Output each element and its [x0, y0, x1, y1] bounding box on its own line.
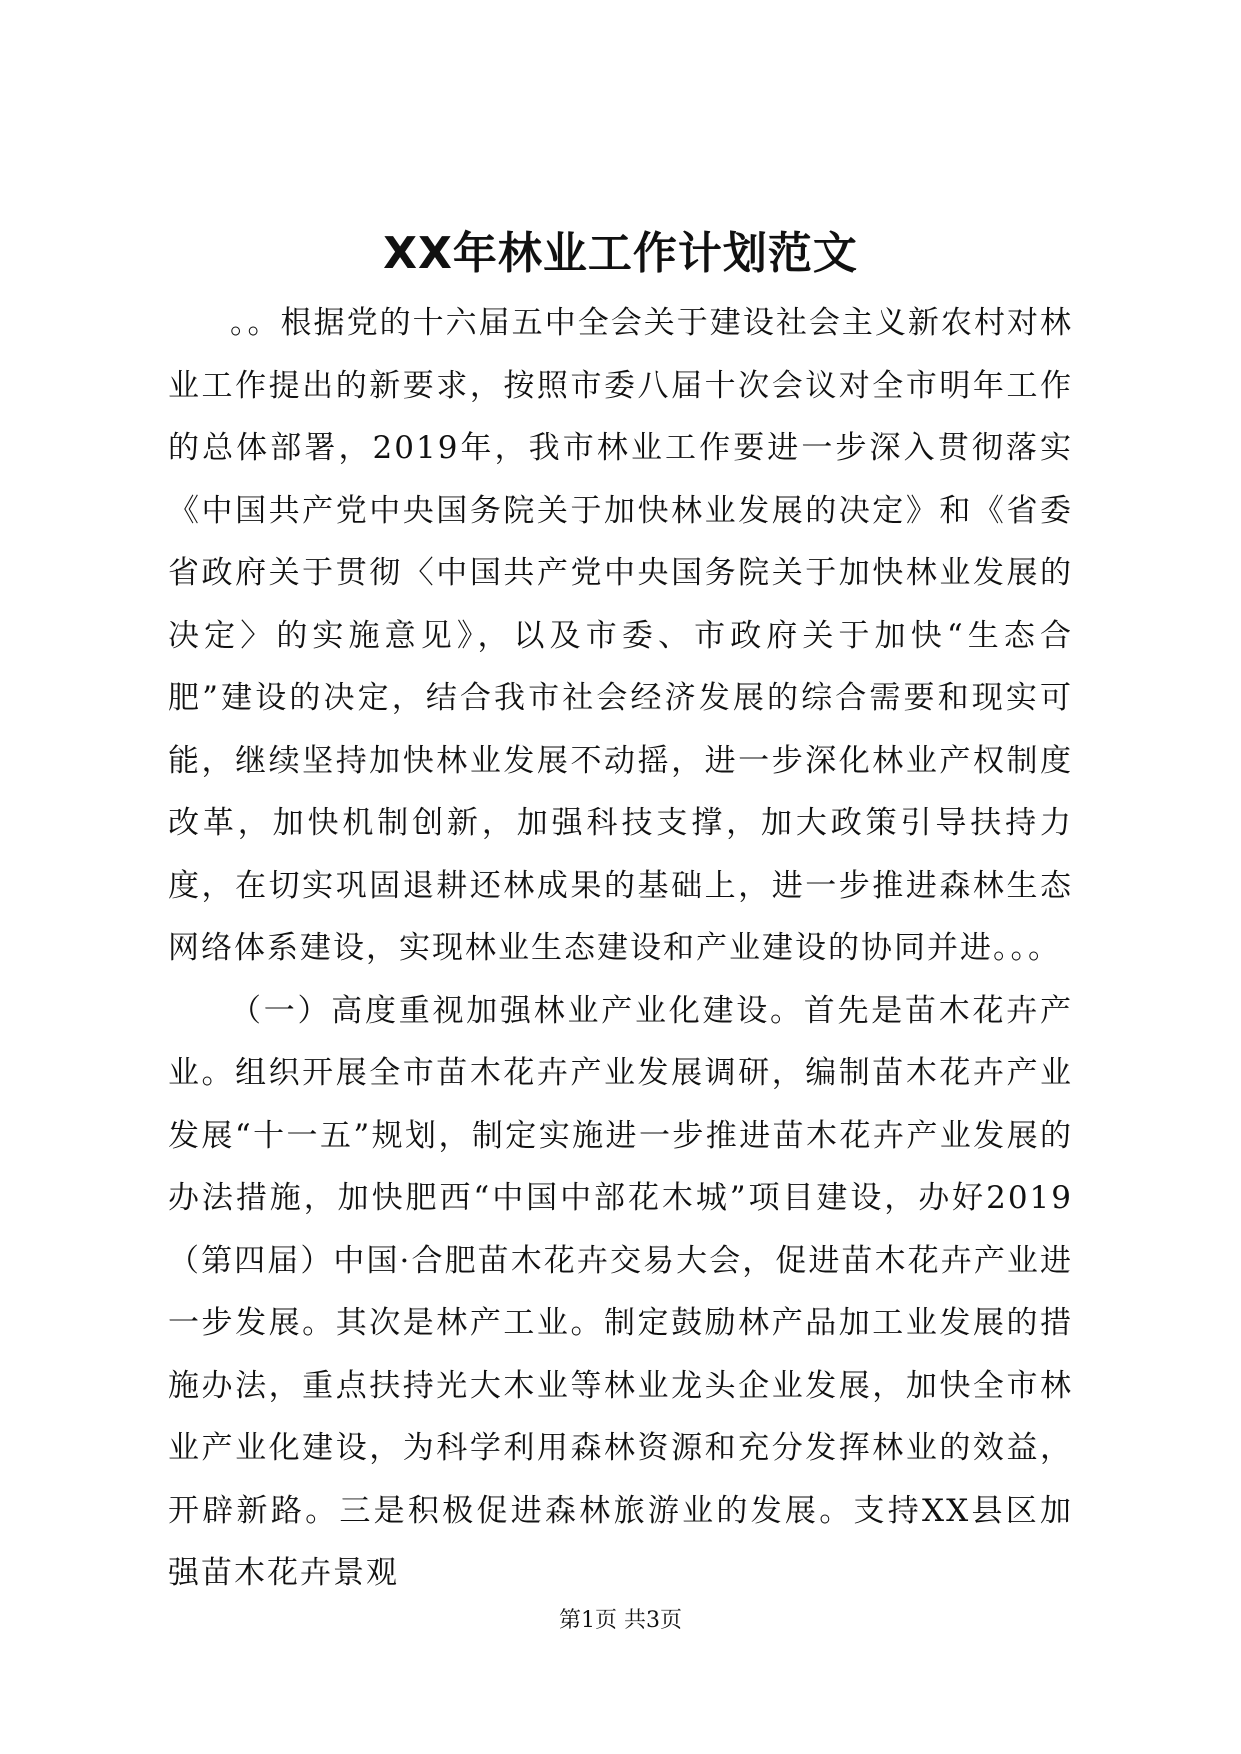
- page-number-footer: 第1页 共3页: [559, 1608, 682, 1633]
- document-body: [168, 292, 1073, 1605]
- document-title: XX年林业工作计划范文: [383, 228, 858, 279]
- paragraph-intro: 。。根据党的十六届五中全会关于建设社会主义新农村对林业工作提出的新要求，按照市委八届十次会议对全市明年工作的总体部署，2019年，我市林业工作要进一步深入贯彻落实《中国共产党中央国务院关于加快林业发展的决定》和《省委省政府关于贯彻〈中国共产党中央国务院关于加快林业发展的决定〉的实施意见》，以及市委、市政府关于加快“生态合肥”建设的决定，结合我市社会经济发展的综合需要和现实可能，继续坚持加快林业发展不动摇，进一步深化林业产权制度改革，加快机制创新，加强科技支撑，加大政策引导扶持力度，在切实巩固退耕还林成果的基础上，进一步推进森林生态网络体系建设，实现林业生态建设和产业建设的协同并进。。。: [168, 305, 1073, 966]
- paragraph-section-1: （一）高度重视加强林业产业化建设。首先是苗木花卉产业。组织开展全市苗木花卉产业发展调研，编制苗木花卉产业发展“十一五”规划，制定实施进一步推进苗木花卉产业发展的办法措施，加快肥西“中国中部花木城”项目建设，办好2019（第四届）中国·合肥苗木花卉交易大会，促进苗木花卉产业进一步发展。其次是林产工业。制定鼓励林产品加工业发展的措施办法，重点扶持光大木业等林业龙头企业发展，加快全市林业产业化建设，为科学利用森林资源和充分发挥林业的效益，开辟新路。三是积极促进森林旅游业的发展。支持XX县区加强苗木花卉景观: [168, 992, 1073, 1591]
